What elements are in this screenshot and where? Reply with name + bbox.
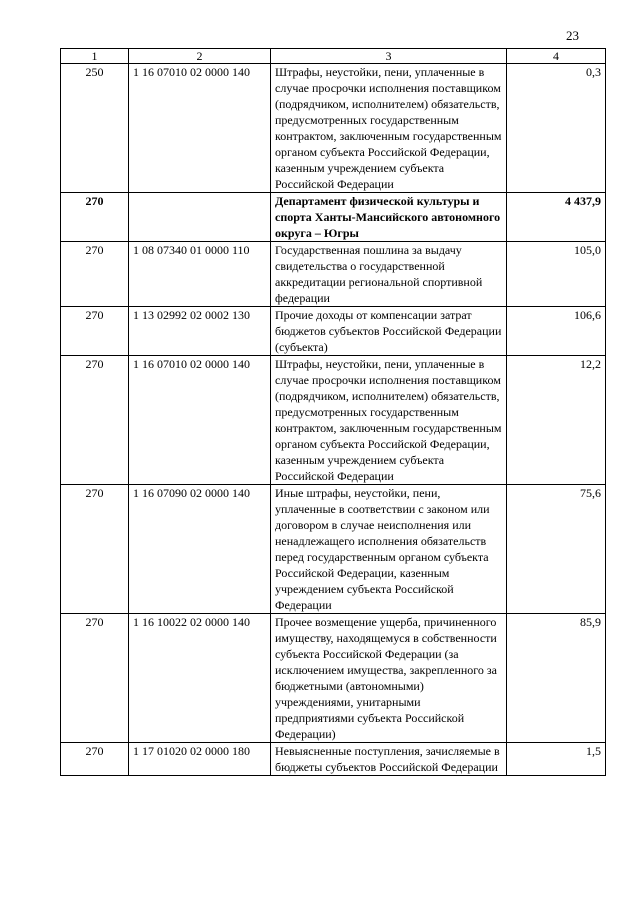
row-number-cell: 270 [61,307,129,356]
description-cell: Прочее возмещение ущерба, причиненного имуществу, находящемуся в собственности субъекта Российской Федерации (за исключением имущества, закрепленного за бюджетными (автономными) учреждениями, унитарными предприятиями субъекта Российской Федерации) [271,614,507,743]
table-row [61,307,606,356]
description-cell: Прочие доходы от компенсации затрат бюджетов субъектов Российской Федерации (субъекта) [271,307,507,356]
revenue-code-cell: 1 08 07340 01 0000 110 [129,242,271,307]
revenue-code-cell: 1 16 10022 02 0000 140 [129,614,271,743]
table-row [61,614,606,743]
amount-cell: 12,2 [507,356,606,485]
header-row [61,49,606,64]
revenue-code-cell: 1 16 07010 02 0000 140 [129,64,271,193]
description-cell: Штрафы, неустойки, пени, уплаченные в случае просрочки исполнения поставщиком (подрядчиком, исполнителем) обязательств, предусмотренных государственным контрактом, заключенным государственным органом субъекта Российской Федерации, казенным учреждением субъекта Российской Федерации [271,64,507,193]
revenue-code-cell: 1 13 02992 02 0002 130 [129,307,271,356]
row-number-cell: 270 [61,356,129,485]
amount-cell: 0,3 [507,64,606,193]
row-number-cell: 270 [61,242,129,307]
amount-cell: 105,0 [507,242,606,307]
revenue-code-cell: 1 16 07090 02 0000 140 [129,485,271,614]
amount-cell: 85,9 [507,614,606,743]
row-number-cell: 270 [61,485,129,614]
header-col-1: 1 [61,49,129,64]
revenue-code-cell [129,193,271,242]
table-body [61,64,606,776]
row-number-cell: 270 [61,193,129,242]
header-col-3: 3 [271,49,507,64]
table-row [61,242,606,307]
amount-cell: 4 437,9 [507,193,606,242]
header-col-2: 2 [129,49,271,64]
row-number-cell: 270 [61,614,129,743]
revenue-table [60,48,606,776]
description-cell: Государственная пошлина за выдачу свидетельства о государственной аккредитации региональной спортивной федерации [271,242,507,307]
page-number: 23 [566,28,579,43]
row-number-cell: 250 [61,64,129,193]
table-row [61,64,606,193]
description-cell: Департамент физической культуры и спорта Ханты-Мансийского автономного округа – Югры [271,193,507,242]
amount-cell: 106,6 [507,307,606,356]
revenue-code-cell: 1 16 07010 02 0000 140 [129,356,271,485]
table-row [61,743,606,776]
description-cell: Невыясненные поступления, зачисляемые в бюджеты субъектов Российской Федерации [271,743,507,776]
amount-cell: 1,5 [507,743,606,776]
description-cell: Штрафы, неустойки, пени, уплаченные в случае просрочки исполнения поставщиком (подрядчиком, исполнителем) обязательств, предусмотренных государственным контрактом, заключенным государственным органом субъекта Российской Федерации, казенным учреждением субъекта Российской Федерации [271,356,507,485]
revenue-code-cell: 1 17 01020 02 0000 180 [129,743,271,776]
description-cell: Иные штрафы, неустойки, пени, уплаченные в соответствии с законом или договором в случае неисполнения или ненадлежащего исполнения обязательств перед государственным органом субъекта Российской Федерации, казенным учреждением субъекта Российской Федерации [271,485,507,614]
header-col-4: 4 [507,49,606,64]
table-row [61,485,606,614]
amount-cell: 75,6 [507,485,606,614]
table-row [61,356,606,485]
table-row [61,193,606,242]
row-number-cell: 270 [61,743,129,776]
